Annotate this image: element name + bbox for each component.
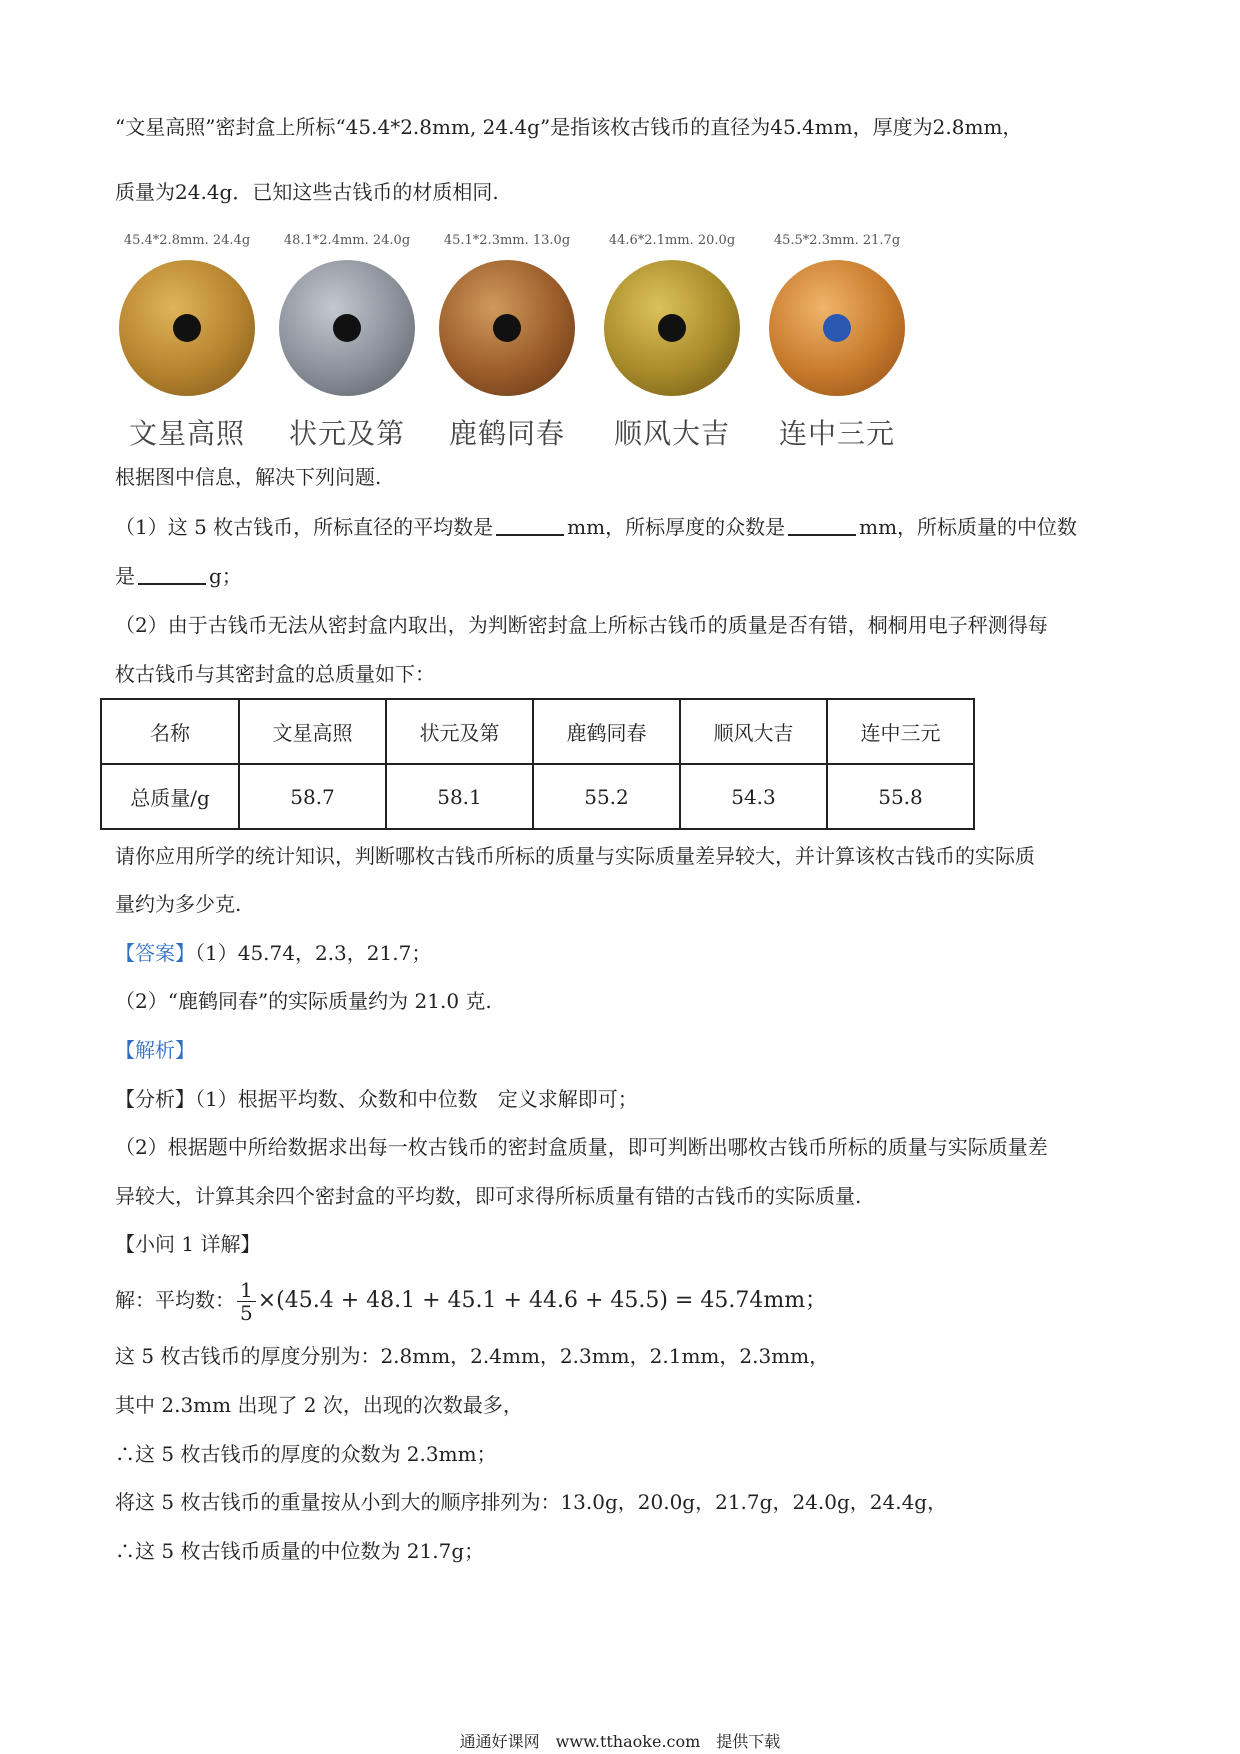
table-cell: 名称 (101, 699, 239, 764)
coin-hole (658, 314, 686, 342)
answer-line-1 (115, 939, 431, 967)
coin-name: 连中三元 (778, 417, 895, 450)
question-2-line-1: （2）由于古钱币无法从密封盒内取出，为判断密封盒上所标古钱币的质量是否有错，桐桐用电子秤测得每 (115, 613, 1048, 637)
answer-blank (788, 514, 856, 536)
coin-image (769, 260, 905, 396)
analysis-line-3: 异较大，计算其余四个密封盒的平均数，即可求得所标质量有错的古钱币的实际质量. (115, 1184, 862, 1208)
coin-3 (432, 230, 582, 452)
prompt-line: 根据图中信息，解决下列问题. (115, 465, 382, 489)
answer-blank (138, 563, 206, 585)
coin-name: 鹿鹤同春 (448, 417, 565, 450)
question-2-line-2: 枚古钱币与其密封盒的总质量如下： (115, 662, 435, 686)
table-cell: 总质量/g (101, 764, 239, 829)
coin-hole (493, 314, 521, 342)
formula-line (115, 1272, 827, 1329)
answer-text-1: （1）45.74，2.3，21.7； (195, 941, 432, 965)
detail-title: 【小问 1 详解】 (115, 1232, 261, 1256)
coin-name: 文星高照 (128, 417, 245, 450)
answer-tag: 【答案】 (115, 941, 195, 965)
analysis-line-1 (115, 1085, 638, 1113)
coin-spec: 45.1*2.3mm. 13.0g (443, 233, 571, 248)
q1-text-a: （1）这 5 枚古钱币，所标直径的平均数是 (115, 515, 494, 539)
q1-text-e: g； (209, 564, 242, 588)
intro-line-2: 质量为24.4g．已知这些古钱币的材质相同. (115, 180, 499, 204)
coin-image (439, 260, 575, 396)
coin-hole (333, 314, 361, 342)
table-cell: 顺风大吉 (680, 699, 827, 764)
table-row (101, 764, 974, 829)
coin-2 (272, 230, 422, 452)
question-1-line-1 (115, 513, 1077, 541)
table-cell: 连中三元 (827, 699, 974, 764)
table-cell: 58.7 (239, 764, 386, 829)
coin-spec: 44.6*2.1mm. 20.0g (608, 233, 736, 248)
coin-image (604, 260, 740, 396)
fraction-denominator: 5 (240, 1301, 253, 1325)
analysis-tag: 【解析】 (115, 1038, 195, 1062)
detail-line-3: 其中 2.3mm 出现了 2 次，出现的次数最多， (115, 1393, 523, 1417)
analysis-line-2: （2）根据题中所给数据求出每一枚古钱币的密封盒质量，即可判断出哪枚古钱币所标的质量与实际质量差 (115, 1135, 1048, 1159)
coin-image (279, 260, 415, 396)
coin-figure (112, 230, 912, 450)
question-2-line-3: 请你应用所学的统计知识，判断哪枚古钱币所标的质量与实际质量差异较大，并计算该枚古钱币的实际质 (115, 844, 1035, 868)
table-cell: 文星高照 (239, 699, 386, 764)
question-2-line-4: 量约为多少克. (115, 892, 242, 916)
table-cell: 状元及第 (386, 699, 533, 764)
detail-line-4: ∴这 5 枚古钱币的厚度的众数为 2.3mm； (115, 1442, 497, 1466)
fenxi-tag: 【分析】 (115, 1087, 195, 1111)
answer-line-2: （2）“鹿鹤同春”的实际质量约为 21.0 克. (115, 989, 492, 1013)
q1-text-d: 是 (115, 564, 135, 588)
coin-spec: 45.4*2.8mm. 24.4g (123, 233, 251, 248)
table-cell: 58.1 (386, 764, 533, 829)
q1-text-b: mm，所标厚度的众数是 (567, 515, 786, 539)
coin-hole (823, 314, 851, 342)
coin-name: 顺风大吉 (613, 417, 730, 450)
table-cell: 鹿鹤同春 (533, 699, 680, 764)
question-1-line-2 (115, 562, 242, 590)
detail-line-6: ∴这 5 枚古钱币质量的中位数为 21.7g； (115, 1539, 485, 1563)
table-cell: 54.3 (680, 764, 827, 829)
fraction (237, 1279, 256, 1324)
coin-hole (173, 314, 201, 342)
table-cell: 55.2 (533, 764, 680, 829)
coin-image (119, 260, 255, 396)
answer-blank (496, 514, 564, 536)
coin-spec: 48.1*2.4mm. 24.0g (283, 233, 411, 248)
mean-formula: ×(45.4 + 48.1 + 45.1 + 44.6 + 45.5) = 45.74mm； (257, 1288, 828, 1313)
page-footer: 通通好课网 www.tthaoke.com 提供下载 (459, 1732, 781, 1751)
fenxi-text: （1）根据平均数、众数和中位数 定义求解即可； (195, 1087, 638, 1111)
coin-1 (112, 230, 262, 452)
coin-4 (597, 230, 747, 452)
table-cell: 55.8 (827, 764, 974, 829)
q1-text-c: mm，所标质量的中位数 (859, 515, 1078, 539)
intro-line-1: “文星高照”密封盒上所标“45.4*2.8mm, 24.4g”是指该枚古钱币的直径为45.4mm，厚度为2.8mm， (115, 115, 1023, 139)
table-header-row (101, 699, 974, 764)
fraction-numerator: 1 (237, 1279, 256, 1302)
detail-line-5: 将这 5 枚古钱币的重量按从小到大的顺序排列为：13.0g，20.0g，21.7g，24.0g，24.4g， (115, 1490, 948, 1514)
coin-spec: 45.5*2.3mm. 21.7g (773, 233, 901, 248)
solve-prefix: 解：平均数： (115, 1288, 235, 1312)
mass-table (100, 698, 975, 830)
coin-name: 状元及第 (288, 417, 405, 450)
analysis-tag-line (115, 1036, 195, 1064)
coin-5 (762, 230, 912, 452)
detail-line-2: 这 5 枚古钱币的厚度分别为：2.8mm，2.4mm，2.3mm，2.1mm，2.3mm， (115, 1344, 830, 1368)
